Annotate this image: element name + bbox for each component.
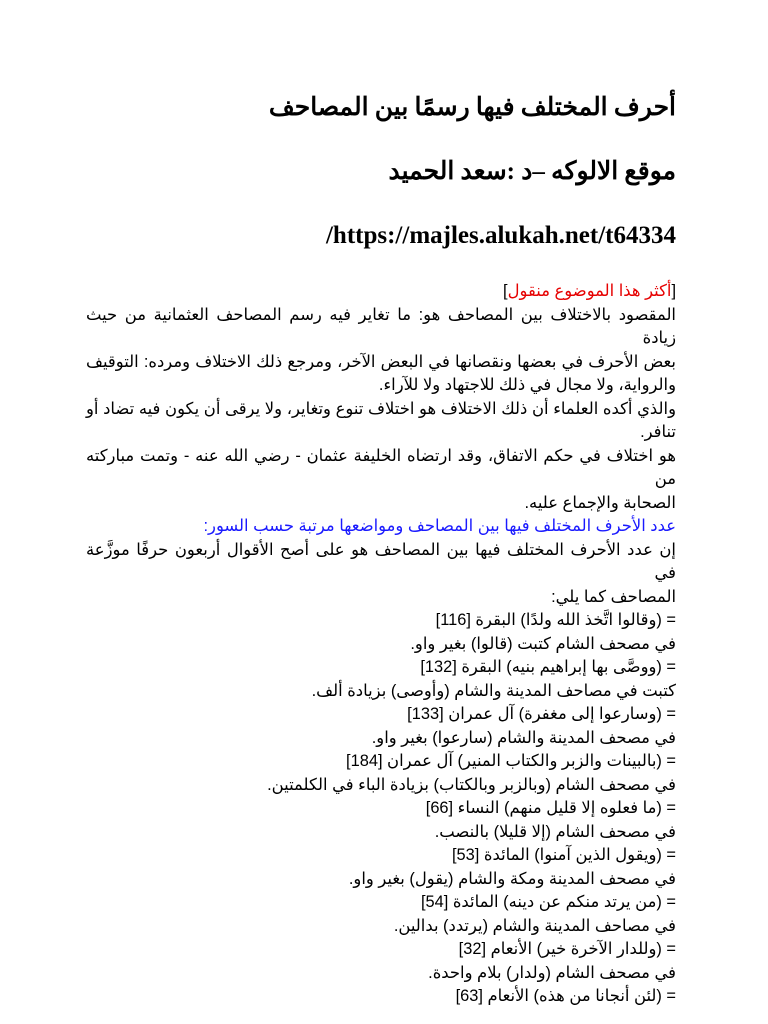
entry-note: كتبت في مصاحف المدينة والشام (وأوصى) بزيادة ألف.	[311, 681, 676, 700]
entries-list	[86, 609, 676, 1009]
entry-note: في مصحف الشام (ولدار) بلام واحدة.	[428, 963, 676, 982]
entry-verse: = (وسارعوا إلى مغفرة) آل عمران [133]	[407, 705, 676, 723]
more-link[interactable]: أكثر هذا الموضوع منقول	[507, 282, 672, 300]
entry-verse: = (وللدار الآخرة خير) الأنعام [32]	[458, 940, 676, 958]
paragraph-line: المصاحف كما يلي:	[551, 587, 676, 606]
entry-verse: = (لئن أنجانا من هذه) الأنعام [63]	[455, 987, 676, 1005]
bracket-close: ]	[503, 282, 508, 300]
document-page	[86, 88, 676, 1009]
paragraph-line: المقصود بالاختلاف بين المصاحف هو: ما تغاير فيه رسم المصاحف العثمانية من حيث زيادة	[86, 305, 676, 347]
paragraph-line: والذي أكده العلماء أن ذلك الاختلاف هو اختلاف تنوع وتغاير، ولا يرقى أن يكون فيه تضاد أو	[86, 399, 676, 418]
source-url: /https://majles.alukah.net/t64334	[325, 222, 676, 249]
entry-note: في مصحف المدينة والشام (سارعوا) بغير واو.	[371, 728, 676, 747]
more-link-line	[86, 280, 676, 304]
entry-note: في مصحف الشام (وبالزبر وبالكتاب) بزيادة الباء في الكلمتين.	[267, 775, 676, 794]
entry-verse: = (ما فعلوه إلا قليل منهم) النساء [66]	[425, 799, 676, 817]
entry-verse: = (ويقول الذين آمنوا) المائدة [53]	[451, 846, 676, 864]
article-body	[86, 280, 676, 1009]
entry-note: في مصاحف المدينة والشام (يرتدد) بدالين.	[393, 916, 676, 935]
entry-verse: = (وقالوا اتَّخذ الله ولدًا) البقرة [116]	[435, 611, 676, 629]
paragraph-line: الصحابة والإجماع عليه.	[524, 493, 676, 512]
entry-verse: = (من يرتد منكم عن دينه) المائدة [54]	[420, 893, 676, 911]
entry-note: في مصحف الشام (إلا قليلا) بالنصب.	[434, 822, 676, 841]
document-title: أحرف المختلف فيها رسمًا بين المصاحف	[268, 94, 676, 121]
entry-note: في مصحف المدينة ومكة والشام (يقول) بغير واو.	[348, 869, 676, 888]
paragraph-line: تنافر.	[640, 423, 676, 441]
entry-verse: = (بالبينات والزبر والكتاب المنير) آل عمران [184]	[346, 752, 676, 770]
paragraph-line: هو اختلاف في حكم الاتفاق، وقد ارتضاه الخليفة عثمان - رضي الله عنه - وتمت مباركته من	[86, 446, 676, 488]
entry-note: في مصحف الشام كتبت (قالوا) بغير واو.	[410, 634, 676, 653]
paragraph-line: والرواية، ولا مجال في ذلك للاجتهاد ولا للآراء.	[378, 376, 676, 394]
bracket-open: [	[671, 282, 676, 300]
source-line: موقع الالوكه –د :سعد الحميد	[388, 158, 676, 185]
paragraph-line: بعض الأحرف في بعضها ونقصانها في البعض الآخر، ومرجع ذلك الاختلاف ومرده: التوقيف	[86, 352, 676, 371]
section-heading: عدد الأحرف المختلف فيها بين المصاحف ومواضعها مرتبة حسب السور:	[203, 517, 676, 535]
paragraph-line: إن عدد الأحرف المختلف فيها بين المصاحف هو على أصح الأقوال أربعون حرفًا موزَّعة في	[86, 540, 676, 582]
entry-verse: = (ووصَّى بها إبراهيم بنيه) البقرة [132]	[420, 658, 676, 676]
